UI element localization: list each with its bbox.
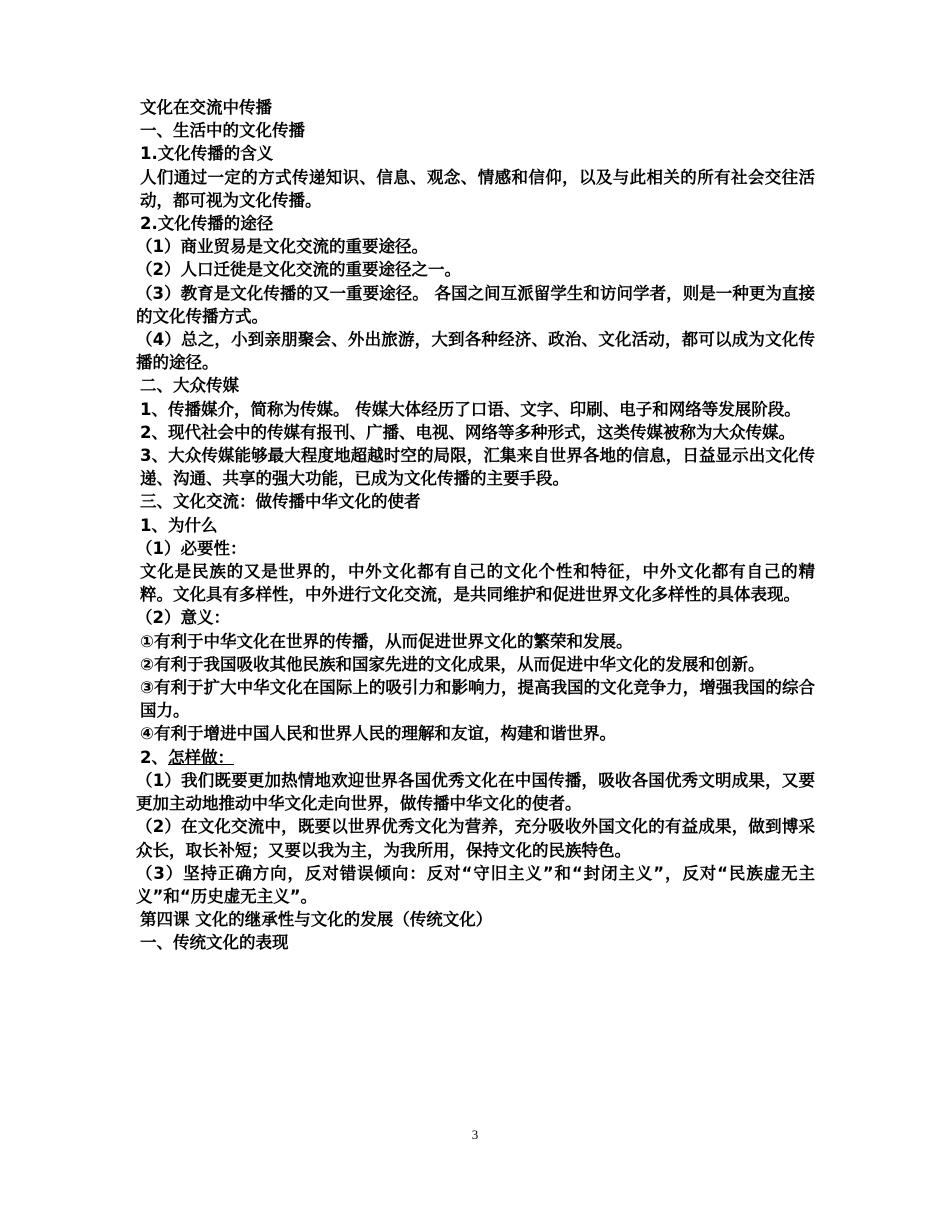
paragraph: 3、大众传媒能够最大程度地超越时空的局限，汇集来自世界各地的信息，日益显示出文化传递、沟通、共享的强大功能，已成为文化传播的主要手段。 bbox=[140, 446, 815, 489]
page-number: 3 bbox=[471, 1127, 479, 1142]
heading-underlined-text: 怎样做： bbox=[167, 747, 234, 767]
heading-level-2: 2.文化传播的途径 bbox=[140, 214, 274, 234]
document-body bbox=[136, 96, 815, 955]
heading-level-1: 二、大众传媒 bbox=[140, 376, 239, 396]
paragraph: （2）人口迁徙是文化交流的重要途径之一。 bbox=[136, 260, 461, 280]
paragraph: ③有利于扩大中华文化在国际上的吸引力和影响力，提高我国的文化竞争力，增强我国的综合国力。 bbox=[140, 678, 815, 721]
paragraph: （1）我们既要更加热情地欢迎世界各国优秀文化在中国传播，吸收各国优秀文明成果，又要更加主动地推动中华文化走向世界，做传播中华文化的使者。 bbox=[136, 770, 815, 814]
paragraph: （2）在文化交流中，既要以世界优秀文化为营养，充分吸收外国文化的有益成果，做到博采众长，取长补短；又要以我为主，为我所用，保持文化的民族特色。 bbox=[136, 817, 815, 860]
paragraph: （1）必要性： bbox=[136, 538, 247, 558]
heading-level-2: 1、为什么 bbox=[140, 515, 218, 535]
paragraph: （4）总之，小到亲朋聚会、外出旅游，大到各种经济、政治、文化活动，都可以成为文化传播的途径。 bbox=[136, 330, 815, 373]
paragraph: ④有利于增进中国人民和世界人民的理解和友谊，构建和谐世界。 bbox=[140, 724, 616, 744]
paragraph: ①有利于中华文化在世界的传播，从而促进世界文化的繁荣和发展。 bbox=[140, 631, 633, 651]
heading-number: 2、 bbox=[140, 747, 168, 767]
paragraph: （2）意义： bbox=[136, 608, 230, 628]
paragraph: 文化是民族的又是世界的，中外文化都有自己的文化个性和特征，中外文化都有自己的精粹。文化具有多样性，中外进行文化交流，是共同维护和促进世界文化多样性的具体表现。 bbox=[140, 562, 815, 605]
heading-level-1: 一、生活中的文化传播 bbox=[140, 121, 305, 141]
paragraph: （3）教育是文化传播的又一重要途径。 各国之间互派留学生和访问学者，则是一种更为直接的文化传播方式。 bbox=[136, 283, 815, 326]
paragraph: 人们通过一定的方式传递知识、信息、观念、情感和信仰，以及与此相关的所有社会交往活动，都可视为文化传播。 bbox=[140, 167, 815, 210]
section-title: 文化在交流中传播 bbox=[140, 98, 272, 117]
lesson-title: 第四课 文化的继承性与文化的发展（传统文化） bbox=[140, 910, 493, 930]
heading-level-2: 1.文化传播的含义 bbox=[140, 144, 274, 164]
paragraph: 2、现代社会中的传媒有报刊、广播、电视、网络等多种形式，这类传媒被称为大众传媒。 bbox=[140, 422, 795, 442]
heading-level-1: 三、文化交流：做传播中华文化的使者 bbox=[140, 492, 421, 512]
paragraph: 1、传播媒介，简称为传媒。 传媒大体经历了口语、文字、印刷、电子和网络等发展阶段。 bbox=[140, 399, 801, 419]
paragraph: ②有利于我国吸收其他民族和国家先进的文化成果，从而促进中华文化的发展和创新。 bbox=[140, 654, 765, 674]
paragraph: （1）商业贸易是文化交流的重要途径。 bbox=[136, 237, 428, 257]
paragraph: （3）坚持正确方向，反对错误倾向：反对“守旧主义”和“封闭主义”，反对“民族虚无主义”和“历史虚无主义”。 bbox=[136, 863, 815, 906]
heading-level-1: 一、传统文化的表现 bbox=[140, 933, 289, 953]
heading-level-2 bbox=[140, 746, 815, 769]
